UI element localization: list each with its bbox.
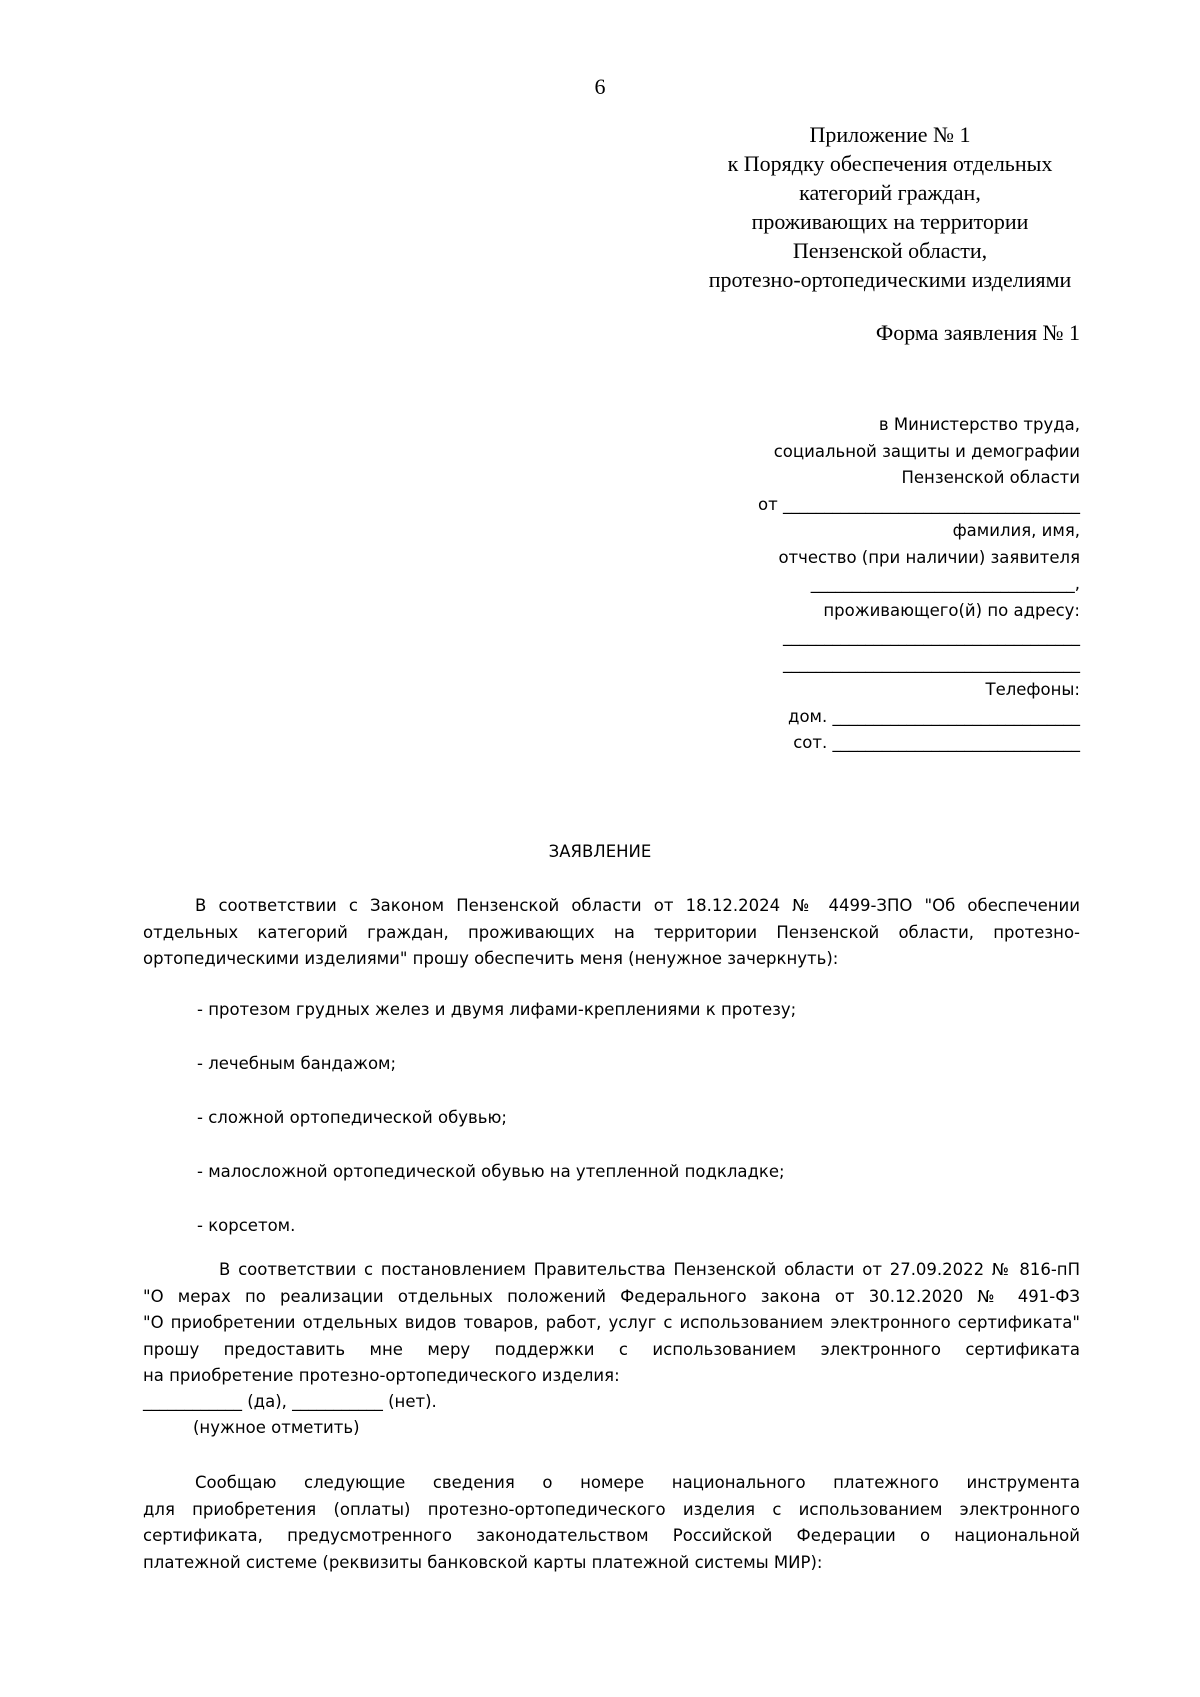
appendix-line: протезно-ортопедическими изделиями xyxy=(708,267,1072,292)
list-item-complex-shoes: - сложной ортопедической обувью; xyxy=(197,1108,507,1127)
list-item-corset: - корсетом. xyxy=(197,1216,296,1235)
appendix-block xyxy=(680,120,1100,294)
paragraph-certificate xyxy=(143,1257,1080,1390)
paragraph-line: В соответствии с постановлением Правительства Пензенской области от 27.09.2022 № 816-пП xyxy=(219,1260,1080,1279)
mobile-phone-field[interactable]: сот. ______________________________ xyxy=(793,733,1080,752)
document-title: ЗАЯВЛЕНИЕ xyxy=(548,842,652,861)
list-item-simple-shoes: - малосложной ортопедической обувью на утепленной подкладке; xyxy=(197,1162,785,1181)
list-item-prosthesis: - протезом грудных желез и двумя лифами-креплениями к протезу; xyxy=(197,1000,797,1019)
addressee-block xyxy=(580,412,1080,757)
paragraph-line: "О приобретении отдельных видов товаров, работ, услуг с использованием электронного сертификата" xyxy=(143,1313,1080,1332)
paragraph-line: на приобретение протезно-ортопедического изделия: xyxy=(143,1366,620,1385)
choice-hint: (нужное отметить) xyxy=(193,1418,360,1437)
form-label: Форма заявления № 1 xyxy=(875,320,1080,345)
fio-caption: фамилия, имя, xyxy=(952,521,1080,540)
paragraph-law-reference xyxy=(143,893,1080,973)
address-caption: проживающего(й) по адресу: xyxy=(823,600,1080,620)
home-phone-field[interactable]: дом. ______________________________ xyxy=(788,706,1080,726)
paragraph-line: прошу предоставить мне меру поддержки с использованием электронного сертификата xyxy=(143,1339,1080,1359)
appendix-line: категорий граждан, xyxy=(799,180,981,205)
addressee-line: Пензенской области xyxy=(901,468,1080,487)
yes-no-choice[interactable]: ____________ (да), ___________ (нет). xyxy=(143,1392,437,1411)
address-field[interactable]: ____________________________________ xyxy=(783,627,1080,646)
appendix-line: Пензенской области, xyxy=(792,238,988,263)
blank-field[interactable]: ________________________________, xyxy=(810,574,1080,593)
paragraph-line: В соответствии с Законом Пензенской области от 18.12.2024 № 4499-ЗПО "Об обеспечении xyxy=(195,896,1080,915)
phones-caption: Телефоны: xyxy=(985,680,1080,699)
paragraph-line: сертификата, предусмотренного законодательством Российской Федерации о национальной xyxy=(143,1526,1080,1545)
appendix-line: Приложение № 1 xyxy=(809,122,971,147)
paragraph-line: платежной системе (реквизиты банковской карты платежной системы МИР): xyxy=(143,1552,823,1572)
addressee-line: в Министерство труда, xyxy=(878,415,1080,434)
fio-caption: отчество (при наличии) заявителя xyxy=(778,547,1080,567)
appendix-line: проживающих на территории xyxy=(751,209,1029,234)
paragraph-line: Сообщаю следующие сведения о номере национального платежного инструмента xyxy=(195,1473,1080,1492)
address-field[interactable]: ____________________________________ xyxy=(783,653,1080,673)
paragraph-line: ортопедическими изделиями" прошу обеспечить меня (ненужное зачеркнуть): xyxy=(143,949,839,968)
from-field[interactable]: от ____________________________________ xyxy=(758,494,1080,514)
paragraph-payment-card xyxy=(143,1470,1080,1576)
list-item-bandage: - лечебным бандажом; xyxy=(197,1054,397,1073)
paragraph-line: для приобретения (оплаты) протезно-ортопедического изделия с использованием электронного xyxy=(143,1499,1080,1519)
addressee-line: социальной защиты и демографии xyxy=(773,441,1080,461)
paragraph-line: отдельных категорий граждан, проживающих на территории Пензенской области, протезно- xyxy=(143,922,1080,942)
paragraph-line: "О мерах по реализации отдельных положений Федерального закона от 30.12.2020 № 491-ФЗ xyxy=(143,1286,1080,1306)
page-number: 6 xyxy=(594,74,606,99)
appendix-line: к Порядку обеспечения отдельных xyxy=(727,151,1053,176)
